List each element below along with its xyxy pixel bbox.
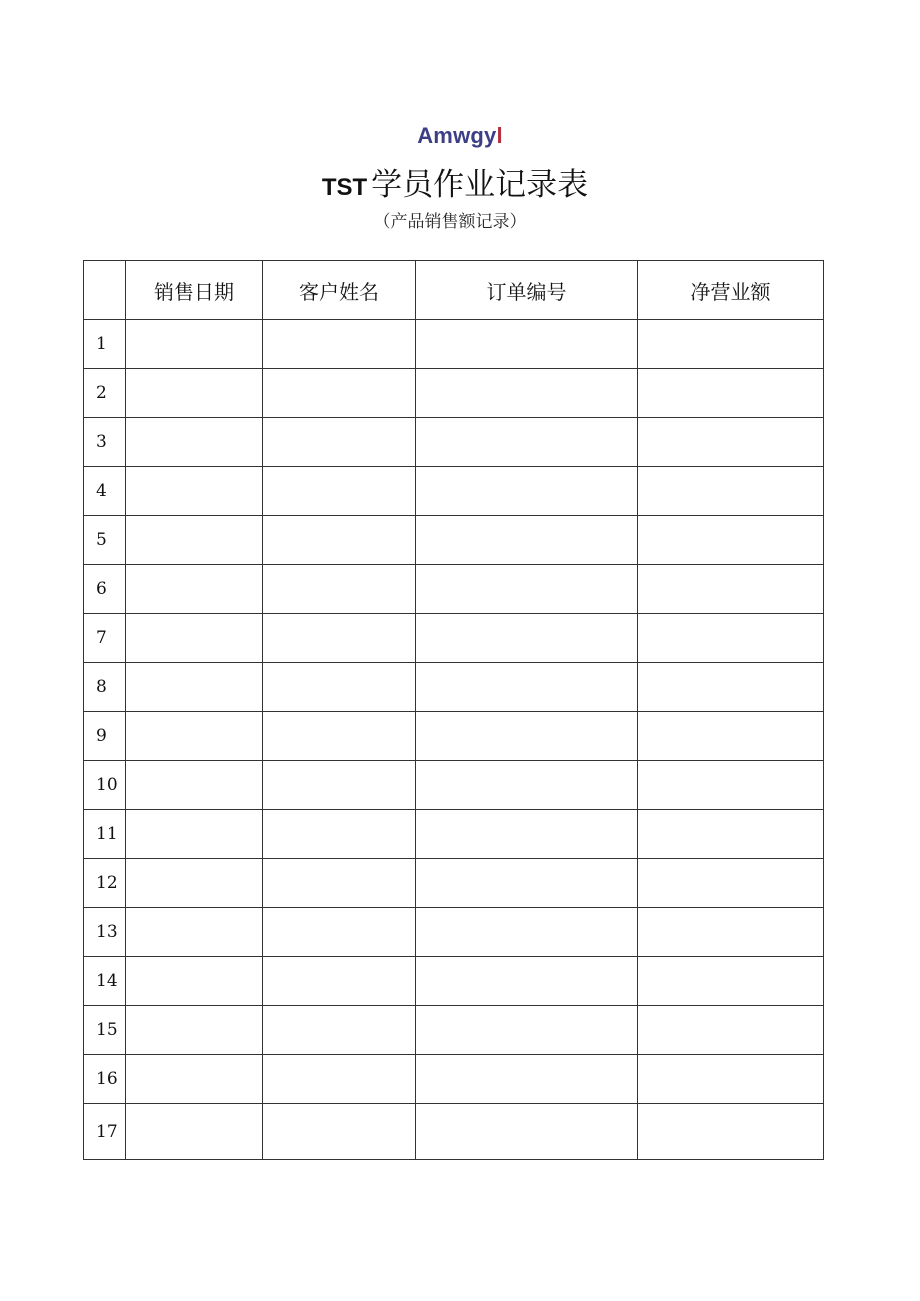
customer-name-cell[interactable]	[263, 565, 416, 614]
table-row	[84, 957, 824, 1006]
row-number: 8	[84, 663, 126, 712]
header-index	[84, 261, 126, 320]
customer-name-cell[interactable]	[263, 761, 416, 810]
customer-name-cell[interactable]	[263, 908, 416, 957]
order-number-cell[interactable]	[416, 320, 638, 369]
logo-main-text: Amwgy	[417, 123, 497, 148]
record-table	[83, 260, 824, 1160]
table-row	[84, 516, 824, 565]
sales-date-cell[interactable]	[126, 810, 263, 859]
row-number: 16	[84, 1055, 126, 1104]
order-number-cell[interactable]	[416, 467, 638, 516]
customer-name-cell[interactable]	[263, 1055, 416, 1104]
net-revenue-cell[interactable]	[638, 369, 824, 418]
net-revenue-cell[interactable]	[638, 516, 824, 565]
customer-name-cell[interactable]	[263, 320, 416, 369]
order-number-cell[interactable]	[416, 859, 638, 908]
order-number-cell[interactable]	[416, 957, 638, 1006]
title-prefix: TST	[321, 174, 368, 201]
net-revenue-cell[interactable]	[638, 418, 824, 467]
table-row	[84, 761, 824, 810]
table-row	[84, 810, 824, 859]
sales-date-cell[interactable]	[126, 1006, 263, 1055]
order-number-cell[interactable]	[416, 761, 638, 810]
sales-date-cell[interactable]	[126, 957, 263, 1006]
page-subtitle: （产品销售额记录）	[373, 212, 527, 232]
net-revenue-cell[interactable]	[638, 761, 824, 810]
customer-name-cell[interactable]	[263, 712, 416, 761]
row-number: 6	[84, 565, 126, 614]
customer-name-cell[interactable]	[263, 1104, 416, 1160]
table-row	[84, 467, 824, 516]
order-number-cell[interactable]	[416, 369, 638, 418]
order-number-cell[interactable]	[416, 565, 638, 614]
table-row	[84, 712, 824, 761]
order-number-cell[interactable]	[416, 614, 638, 663]
sales-date-cell[interactable]	[126, 761, 263, 810]
net-revenue-cell[interactable]	[638, 810, 824, 859]
net-revenue-cell[interactable]	[638, 1104, 824, 1160]
customer-name-cell[interactable]	[263, 467, 416, 516]
sales-date-cell[interactable]	[126, 516, 263, 565]
sales-date-cell[interactable]	[126, 614, 263, 663]
order-number-cell[interactable]	[416, 908, 638, 957]
order-number-cell[interactable]	[416, 1104, 638, 1160]
row-number: 15	[84, 1006, 126, 1055]
row-number: 3	[84, 418, 126, 467]
order-number-cell[interactable]	[416, 418, 638, 467]
sales-date-cell[interactable]	[126, 418, 263, 467]
sales-date-cell[interactable]	[126, 1055, 263, 1104]
row-number: 9	[84, 712, 126, 761]
order-number-cell[interactable]	[416, 1006, 638, 1055]
net-revenue-cell[interactable]	[638, 467, 824, 516]
table-row	[84, 320, 824, 369]
table-header-row	[84, 261, 824, 320]
table-row	[84, 418, 824, 467]
table-row	[84, 1006, 824, 1055]
order-number-cell[interactable]	[416, 810, 638, 859]
row-number: 10	[84, 761, 126, 810]
header-order-number: 订单编号	[416, 261, 638, 320]
sales-date-cell[interactable]	[126, 712, 263, 761]
header-sales-date: 销售日期	[126, 261, 263, 320]
customer-name-cell[interactable]	[263, 418, 416, 467]
order-number-cell[interactable]	[416, 663, 638, 712]
net-revenue-cell[interactable]	[638, 614, 824, 663]
order-number-cell[interactable]	[416, 516, 638, 565]
customer-name-cell[interactable]	[263, 859, 416, 908]
logo	[0, 122, 920, 150]
sales-date-cell[interactable]	[126, 369, 263, 418]
table-row	[84, 1055, 824, 1104]
table-row	[84, 1104, 824, 1160]
table-row	[84, 614, 824, 663]
table-row	[84, 908, 824, 957]
sales-date-cell[interactable]	[126, 467, 263, 516]
sales-date-cell[interactable]	[126, 565, 263, 614]
net-revenue-cell[interactable]	[638, 663, 824, 712]
customer-name-cell[interactable]	[263, 516, 416, 565]
order-number-cell[interactable]	[416, 1055, 638, 1104]
logo-accent-text: l	[496, 123, 503, 148]
row-number: 4	[84, 467, 126, 516]
order-number-cell[interactable]	[416, 712, 638, 761]
customer-name-cell[interactable]	[263, 663, 416, 712]
net-revenue-cell[interactable]	[638, 1006, 824, 1055]
table-body	[84, 320, 824, 1160]
table-row	[84, 859, 824, 908]
sales-date-cell[interactable]	[126, 908, 263, 957]
header-customer-name: 客户姓名	[263, 261, 416, 320]
sales-date-cell[interactable]	[126, 1104, 263, 1160]
row-number: 12	[84, 859, 126, 908]
customer-name-cell[interactable]	[263, 957, 416, 1006]
customer-name-cell[interactable]	[263, 369, 416, 418]
title-text: 学员作业记录表	[371, 167, 589, 203]
table-row	[84, 369, 824, 418]
sales-date-cell[interactable]	[126, 859, 263, 908]
net-revenue-cell[interactable]	[638, 1055, 824, 1104]
row-number: 2	[84, 369, 126, 418]
net-revenue-cell[interactable]	[638, 859, 824, 908]
row-number: 7	[84, 614, 126, 663]
net-revenue-cell[interactable]	[638, 712, 824, 761]
row-number: 17	[84, 1104, 126, 1160]
row-number: 13	[84, 908, 126, 957]
header-net-revenue: 净营业额	[638, 261, 824, 320]
row-number: 5	[84, 516, 126, 565]
customer-name-cell[interactable]	[263, 1006, 416, 1055]
row-number: 1	[84, 320, 126, 369]
net-revenue-cell[interactable]	[638, 565, 824, 614]
row-number: 14	[84, 957, 126, 1006]
sales-date-cell[interactable]	[126, 663, 263, 712]
customer-name-cell[interactable]	[263, 810, 416, 859]
table-row	[84, 663, 824, 712]
sales-date-cell[interactable]	[126, 320, 263, 369]
net-revenue-cell[interactable]	[638, 320, 824, 369]
net-revenue-cell[interactable]	[638, 908, 824, 957]
row-number: 11	[84, 810, 126, 859]
customer-name-cell[interactable]	[263, 614, 416, 663]
page-title	[0, 164, 910, 209]
table-row	[84, 565, 824, 614]
net-revenue-cell[interactable]	[638, 957, 824, 1006]
